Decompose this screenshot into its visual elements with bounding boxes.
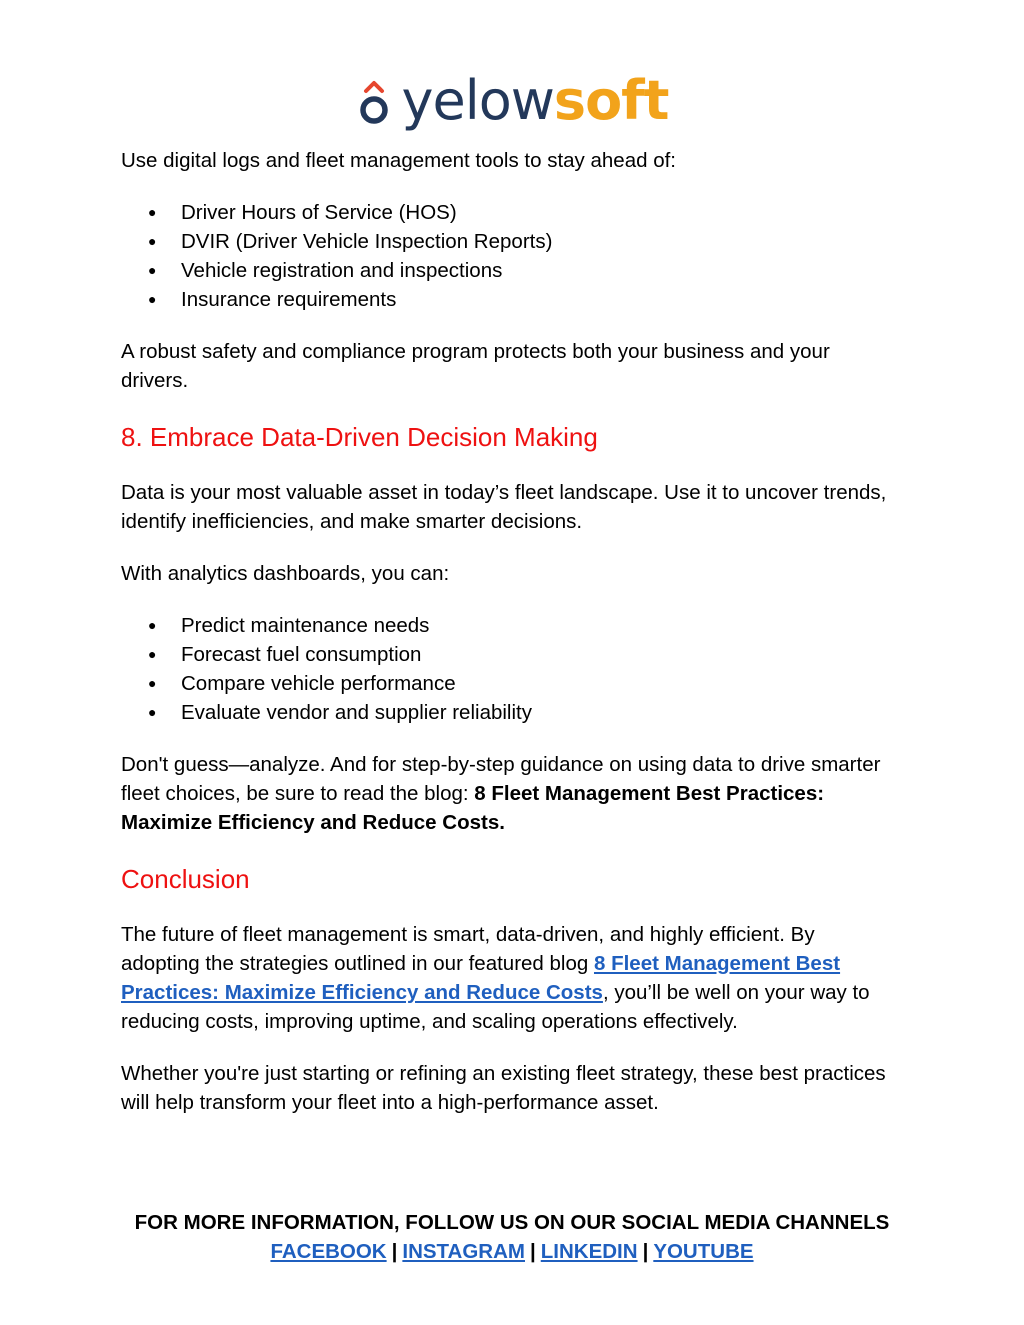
list-item: [121, 669, 891, 698]
instagram-link[interactable]: INSTAGRAM: [402, 1240, 525, 1263]
section-8-paragraph-2: [121, 750, 891, 837]
list-item-text: Evaluate vendor and supplier reliability: [181, 701, 532, 724]
linkedin-link[interactable]: LINKEDIN: [540, 1240, 638, 1263]
logo-wordmark-soft: soft: [553, 69, 669, 132]
list-item: [121, 611, 891, 640]
intro-lead: Use digital logs and fleet management tools to stay ahead of:: [121, 149, 676, 172]
intro-closing: A robust safety and compliance program protects both your business and your drivers.: [121, 340, 830, 392]
list-item: [121, 698, 891, 727]
list-item: [121, 227, 891, 256]
bullet-icon: ●: [148, 675, 157, 691]
list-item: [121, 285, 891, 314]
conclusion-paragraph-1-suffix: , you’ll be well on your way to reducing costs, improving uptime, and scaling operations effectively.: [121, 981, 870, 1033]
bullet-icon: ●: [148, 262, 157, 278]
list-item-text: Compare vehicle performance: [181, 672, 456, 695]
youtube-link[interactable]: YOUTUBE: [653, 1240, 754, 1263]
list-item-text: Forecast fuel consumption: [181, 643, 422, 666]
bullet-icon: ●: [148, 233, 157, 249]
conclusion-paragraph-1: [121, 920, 891, 1036]
logo-wordmark-yelow: yelow: [401, 69, 554, 132]
conclusion-heading: Conclusion: [121, 864, 250, 894]
logo-wordmark: [401, 69, 669, 132]
analytics-list: [121, 611, 891, 727]
document-body: [121, 146, 891, 1140]
list-item-text: Driver Hours of Service (HOS): [181, 201, 457, 224]
conclusion-paragraph-2: Whether you're just starting or refining an existing fleet strategy, these best practices will help transform your fleet into a high-performance asset.: [121, 1062, 886, 1114]
separator: |: [530, 1240, 536, 1263]
bullet-icon: ●: [148, 204, 157, 220]
bullet-icon: ●: [148, 704, 157, 720]
social-links: [0, 1237, 1024, 1266]
facebook-link[interactable]: FACEBOOK: [270, 1240, 387, 1263]
list-item-text: Vehicle registration and inspections: [181, 259, 503, 282]
conclusion-paragraph-1-prefix: The future of fleet management is smart, data-driven, and highly efficient. By adopting the strategies outlined in our featured blog: [121, 923, 815, 975]
bullet-icon: ●: [148, 291, 157, 307]
blog-title-bold: 8 Fleet Management Best Practices: Maximize Efficiency and Reduce Costs.: [121, 782, 825, 834]
section-8-lead: With analytics dashboards, you can:: [121, 562, 450, 585]
bullet-icon: ●: [148, 646, 157, 662]
section-8-paragraph-1: Data is your most valuable asset in today’s fleet landscape. Use it to uncover trends, identify inefficiencies, and make smarter decisions.: [121, 481, 887, 533]
list-item-text: DVIR (Driver Vehicle Inspection Reports): [181, 230, 553, 253]
list-item-text: Insurance requirements: [181, 288, 397, 311]
yelowsoft-logo: [0, 56, 1024, 132]
footer: [0, 1208, 1024, 1266]
blog-link[interactable]: 8 Fleet Management Best Practices: Maximize Efficiency and Reduce Costs: [121, 952, 841, 1004]
compliance-list: [121, 198, 891, 314]
separator: |: [642, 1240, 649, 1263]
footer-title: FOR MORE INFORMATION, FOLLOW US ON OUR SOCIAL MEDIA CHANNELS: [134, 1211, 890, 1234]
list-item: [121, 640, 891, 669]
list-item: [121, 256, 891, 285]
bullet-icon: ●: [148, 617, 157, 633]
separator: |: [391, 1240, 398, 1263]
yelowsoft-logo-mark-icon: [356, 77, 392, 125]
section-8-heading: 8. Embrace Data-Driven Decision Making: [121, 422, 598, 452]
list-item: [121, 198, 891, 227]
list-item-text: Predict maintenance needs: [181, 614, 430, 637]
section-8-paragraph-2-text: Don't guess—analyze. And for step-by-step guidance on using data to drive smarter fleet choices, be sure to read the blog:: [121, 753, 881, 805]
